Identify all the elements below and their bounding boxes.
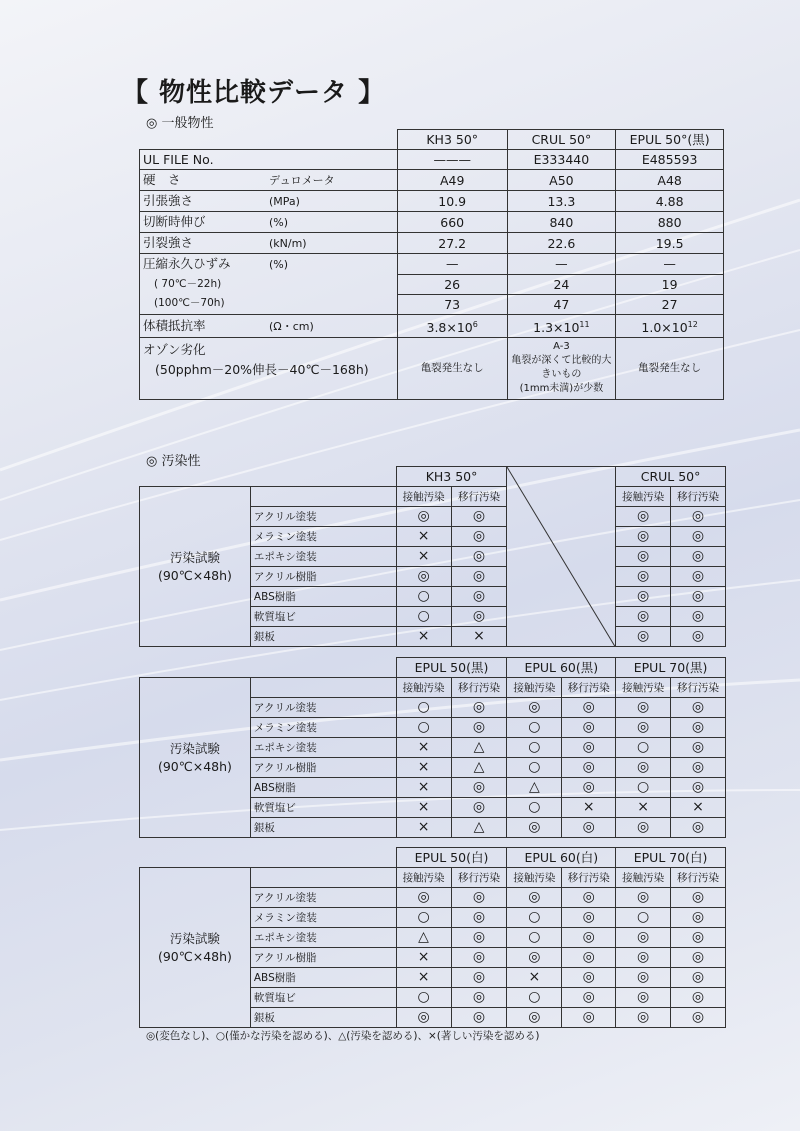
rating-cell: ◎ (451, 948, 507, 968)
rating-cell: △ (451, 758, 507, 778)
rating-cell: × (396, 798, 451, 818)
row-unit: (%) (269, 216, 289, 229)
rating-cell: ◎ (671, 507, 726, 527)
group-header: EPUL 60(白) (507, 848, 616, 868)
rating-cell: ◎ (671, 527, 726, 547)
material-label: 銀板 (250, 627, 396, 647)
rating-cell: ○ (396, 908, 451, 928)
rating-cell: ◎ (616, 507, 671, 527)
rating-cell: ◎ (671, 738, 726, 758)
table-row (140, 212, 724, 233)
material-label: メラミン塗装 (250, 718, 396, 738)
rating-cell: × (616, 798, 671, 818)
rating-legend: ◎(変色なし)、○(僅かな汚染を認める)、△(汚染を認める)、×(著しい汚染を認める) (146, 1030, 540, 1042)
rating-cell: ◎ (671, 908, 726, 928)
column-header: EPUL 50°(黒) (616, 130, 724, 150)
table-cell: A48 (616, 170, 724, 191)
col-migration: 移行汚染 (451, 487, 507, 507)
rating-cell: ○ (396, 607, 451, 627)
rating-cell: ◎ (451, 607, 507, 627)
rating-cell: ◎ (616, 587, 671, 607)
rating-cell: ◎ (671, 948, 726, 968)
test-condition: (90℃×48h) (157, 567, 232, 583)
rating-cell: ○ (396, 698, 451, 718)
material-label: ABS樹脂 (250, 778, 396, 798)
rating-cell: ◎ (616, 1008, 671, 1028)
rating-cell: ◎ (671, 567, 726, 587)
rating-cell: ◎ (616, 547, 671, 567)
table-cell: E333440 (507, 150, 616, 170)
rating-cell: ○ (396, 718, 451, 738)
rating-cell: ◎ (507, 948, 562, 968)
col-contact: 接触汚染 (616, 868, 671, 888)
material-label: メラミン塗装 (250, 908, 396, 928)
rating-cell: ◎ (562, 738, 616, 758)
rating-cell: ◎ (671, 758, 726, 778)
row-label: ( 70℃－22h) (140, 274, 398, 294)
table-cell: A49 (397, 170, 507, 191)
table-cell: 1.0×10 (641, 319, 688, 335)
table-row (140, 170, 724, 191)
col-migration: 移行汚染 (562, 678, 616, 698)
row-label: 切断時伸び (143, 214, 206, 229)
col-migration: 移行汚染 (562, 868, 616, 888)
table-cell: 26 (397, 274, 507, 294)
col-contact: 接触汚染 (396, 487, 451, 507)
col-contact: 接触汚染 (396, 678, 451, 698)
rating-cell: ○ (616, 908, 671, 928)
diagonal-line (507, 467, 615, 646)
col-migration: 移行汚染 (451, 868, 507, 888)
rating-cell: ◎ (451, 547, 507, 567)
rating-cell: ◎ (451, 587, 507, 607)
rating-cell: △ (451, 738, 507, 758)
material-label: アクリル塗装 (250, 888, 396, 908)
rating-cell: △ (396, 928, 451, 948)
table-row (140, 233, 724, 254)
rating-cell: × (451, 627, 507, 647)
rating-cell: ◎ (671, 547, 726, 567)
rating-cell: ◎ (671, 968, 726, 988)
rating-cell: △ (507, 778, 562, 798)
rating-cell: ◎ (671, 627, 726, 647)
rating-cell: ○ (507, 908, 562, 928)
rating-cell: ◎ (507, 1008, 562, 1028)
group-header: CRUL 50° (616, 467, 726, 487)
group-header: EPUL 70(白) (616, 848, 726, 868)
material-label: メラミン塗装 (250, 527, 396, 547)
material-label: アクリル塗装 (250, 507, 396, 527)
rating-cell: × (396, 738, 451, 758)
group-header: EPUL 70(黒) (616, 658, 726, 678)
row-label: 引裂強さ (143, 235, 194, 250)
table-row (140, 274, 724, 294)
rating-cell: ◎ (616, 968, 671, 988)
column-header: KH3 50° (397, 130, 507, 150)
table-cell: A50 (507, 170, 616, 191)
section-stain-heading: ◎ 汚染性 (146, 454, 201, 469)
table-cell: 亀裂発生なし (397, 337, 507, 399)
stain-table-epul-black (139, 657, 726, 838)
rating-cell: ◎ (562, 718, 616, 738)
col-contact: 接触汚染 (616, 678, 671, 698)
group-header: EPUL 50(黒) (396, 658, 507, 678)
material-label: アクリル樹脂 (250, 567, 396, 587)
rating-cell: ◎ (507, 698, 562, 718)
rating-cell: × (396, 818, 451, 838)
rating-cell: × (671, 798, 726, 818)
empty-diagonal-cell (507, 467, 616, 647)
rating-cell: ◎ (451, 1008, 507, 1028)
group-header: EPUL 50(白) (396, 848, 507, 868)
rating-cell: ◎ (616, 818, 671, 838)
test-condition: (90℃×48h) (157, 948, 232, 964)
table-row (140, 294, 724, 314)
group-header: EPUL 60(黒) (507, 658, 616, 678)
rating-cell: × (396, 948, 451, 968)
rating-cell: ◎ (671, 928, 726, 948)
table-cell-line: きいもの (541, 369, 582, 381)
table-cell: — (397, 254, 507, 275)
rating-cell: ◎ (451, 928, 507, 948)
exponent: 11 (579, 319, 590, 329)
rating-cell: × (396, 758, 451, 778)
rating-cell: ◎ (451, 527, 507, 547)
general-properties-table (139, 129, 724, 400)
row-label: 硬 さ (143, 172, 181, 187)
rating-cell: ◎ (616, 948, 671, 968)
col-migration: 移行汚染 (671, 487, 726, 507)
rating-cell: × (562, 798, 616, 818)
test-label: 汚染試験 (169, 549, 220, 565)
rating-cell: ◎ (616, 888, 671, 908)
rating-cell: ◎ (562, 888, 616, 908)
rating-cell: ◎ (396, 1008, 451, 1028)
rating-cell: ◎ (451, 968, 507, 988)
row-label: UL FILE No. (140, 150, 398, 170)
rating-cell: ◎ (562, 818, 616, 838)
table-cell: ——— (397, 150, 507, 170)
table-header-row (140, 130, 724, 150)
table-row (140, 314, 724, 337)
rating-cell: ◎ (396, 888, 451, 908)
exponent: 6 (472, 319, 478, 329)
material-label: 軟質塩ビ (250, 988, 396, 1008)
row-unit: (MPa) (269, 195, 300, 208)
rating-cell: ○ (507, 928, 562, 948)
material-label: ABS樹脂 (250, 968, 396, 988)
row-label: 圧縮永久ひずみ (143, 256, 231, 271)
material-label: ABS樹脂 (250, 587, 396, 607)
col-migration: 移行汚染 (671, 678, 726, 698)
rating-cell: ◎ (671, 698, 726, 718)
table-row (140, 150, 724, 170)
col-migration: 移行汚染 (451, 678, 507, 698)
group-header: KH3 50° (396, 467, 507, 487)
row-unit: デュロメータ (269, 174, 335, 187)
test-condition: (90℃×48h) (157, 758, 232, 774)
rating-cell: ◎ (451, 507, 507, 527)
rating-cell: ◎ (562, 968, 616, 988)
rating-cell: ◎ (671, 1008, 726, 1028)
material-label: 銀板 (250, 818, 396, 838)
rating-cell: × (396, 547, 451, 567)
rating-cell: ○ (507, 718, 562, 738)
rating-cell: ◎ (451, 908, 507, 928)
table-cell: 73 (397, 294, 507, 314)
rating-cell: × (396, 527, 451, 547)
row-label: オゾン劣化 (143, 341, 206, 357)
rating-cell: ○ (507, 758, 562, 778)
rating-cell: ◎ (451, 988, 507, 1008)
rating-cell: ◎ (562, 988, 616, 1008)
rating-cell: ◎ (451, 718, 507, 738)
rating-cell: ◎ (562, 778, 616, 798)
table-cell: 3.8×10 (426, 319, 473, 335)
table-cell: 840 (507, 212, 616, 233)
rating-cell: ○ (396, 587, 451, 607)
rating-cell: ◎ (562, 948, 616, 968)
rating-cell: ○ (616, 738, 671, 758)
rating-cell: × (396, 778, 451, 798)
row-unit: (%) (269, 258, 289, 271)
rating-cell: × (507, 968, 562, 988)
rating-cell: ◎ (671, 818, 726, 838)
rating-cell: ◎ (396, 567, 451, 587)
material-label: エポキシ塗装 (250, 738, 396, 758)
table-cell: E485593 (616, 150, 724, 170)
table-cell: 亀裂発生なし (616, 337, 724, 399)
table-cell: 660 (397, 212, 507, 233)
rating-cell: ○ (507, 738, 562, 758)
table-cell: 1.3×10 (533, 319, 580, 335)
stain-table-kh3-crul (139, 466, 726, 647)
row-condition: (50pphm－20%伸長－40℃－168h) (155, 361, 369, 377)
rating-cell: ◎ (451, 778, 507, 798)
col-contact: 接触汚染 (507, 678, 562, 698)
rating-cell: × (396, 627, 451, 647)
rating-cell: ◎ (671, 988, 726, 1008)
material-label: アクリル樹脂 (250, 948, 396, 968)
rating-cell: ◎ (616, 928, 671, 948)
rating-cell: ◎ (562, 698, 616, 718)
rating-cell: ◎ (451, 888, 507, 908)
row-label: (100℃－70h) (140, 294, 398, 314)
material-label: アクリル樹脂 (250, 758, 396, 778)
table-cell: — (616, 254, 724, 275)
exponent: 12 (687, 319, 698, 329)
col-contact: 接触汚染 (616, 487, 671, 507)
rating-cell: ◎ (507, 818, 562, 838)
table-cell: 10.9 (397, 191, 507, 212)
table-cell-line: 亀裂が深くて比較的大 (511, 355, 612, 367)
rating-cell: ◎ (616, 627, 671, 647)
material-label: 軟質塩ビ (250, 798, 396, 818)
row-label: 引張強さ (143, 193, 194, 208)
material-label: アクリル塗装 (250, 698, 396, 718)
table-cell: 24 (507, 274, 616, 294)
rating-cell: ◎ (451, 798, 507, 818)
table-cell-line: A-3 (553, 341, 570, 353)
material-label: エポキシ塗装 (250, 547, 396, 567)
rating-cell: ◎ (616, 698, 671, 718)
table-cell: 19.5 (616, 233, 724, 254)
rating-cell: ◎ (451, 567, 507, 587)
rating-cell: ◎ (616, 607, 671, 627)
rating-cell: ◎ (616, 988, 671, 1008)
rating-cell: ◎ (616, 758, 671, 778)
material-label: 銀板 (250, 1008, 396, 1028)
material-label: 軟質塩ビ (250, 607, 396, 627)
table-cell: 47 (507, 294, 616, 314)
rating-cell: ◎ (671, 587, 726, 607)
table-cell: 13.3 (507, 191, 616, 212)
table-cell: 4.88 (616, 191, 724, 212)
table-cell: 880 (616, 212, 724, 233)
table-cell: 22.6 (507, 233, 616, 254)
rating-cell: ◎ (616, 567, 671, 587)
rating-cell: × (396, 968, 451, 988)
row-label: 体積抵抗率 (143, 317, 206, 333)
table-cell: 27.2 (397, 233, 507, 254)
col-contact: 接触汚染 (507, 868, 562, 888)
row-unit: (kN/m) (269, 237, 307, 250)
section-general-heading: ◎ 一般物性 (146, 116, 214, 131)
rating-cell: ○ (396, 988, 451, 1008)
table-row (140, 191, 724, 212)
rating-cell: ◎ (396, 507, 451, 527)
test-label: 汚染試験 (169, 930, 220, 946)
row-unit: (Ω・cm) (269, 319, 314, 333)
rating-cell: ◎ (671, 888, 726, 908)
table-cell: — (507, 254, 616, 275)
rating-cell: ◎ (451, 698, 507, 718)
table-cell: 27 (616, 294, 724, 314)
test-label: 汚染試験 (169, 740, 220, 756)
rating-cell: △ (451, 818, 507, 838)
rating-cell: ◎ (507, 888, 562, 908)
rating-cell: ○ (507, 988, 562, 1008)
rating-cell: ◎ (616, 527, 671, 547)
rating-cell: ◎ (562, 1008, 616, 1028)
rating-cell: ◎ (671, 607, 726, 627)
page-title: 【 物性比較データ 】 (122, 78, 386, 108)
table-row (140, 254, 724, 275)
col-migration: 移行汚染 (671, 868, 726, 888)
table-row-ozone (140, 337, 724, 399)
rating-cell: ◎ (562, 758, 616, 778)
table-cell: 19 (616, 274, 724, 294)
rating-cell: ◎ (671, 778, 726, 798)
rating-cell: ○ (616, 778, 671, 798)
table-cell-line: (1mm未満)が少数 (519, 383, 604, 395)
stain-table-epul-white (139, 847, 726, 1028)
col-contact: 接触汚染 (396, 868, 451, 888)
material-label: エポキシ塗装 (250, 928, 396, 948)
rating-cell: ○ (507, 798, 562, 818)
rating-cell: ◎ (671, 718, 726, 738)
rating-cell: ◎ (562, 908, 616, 928)
rating-cell: ◎ (616, 718, 671, 738)
column-header: CRUL 50° (507, 130, 616, 150)
rating-cell: ◎ (562, 928, 616, 948)
